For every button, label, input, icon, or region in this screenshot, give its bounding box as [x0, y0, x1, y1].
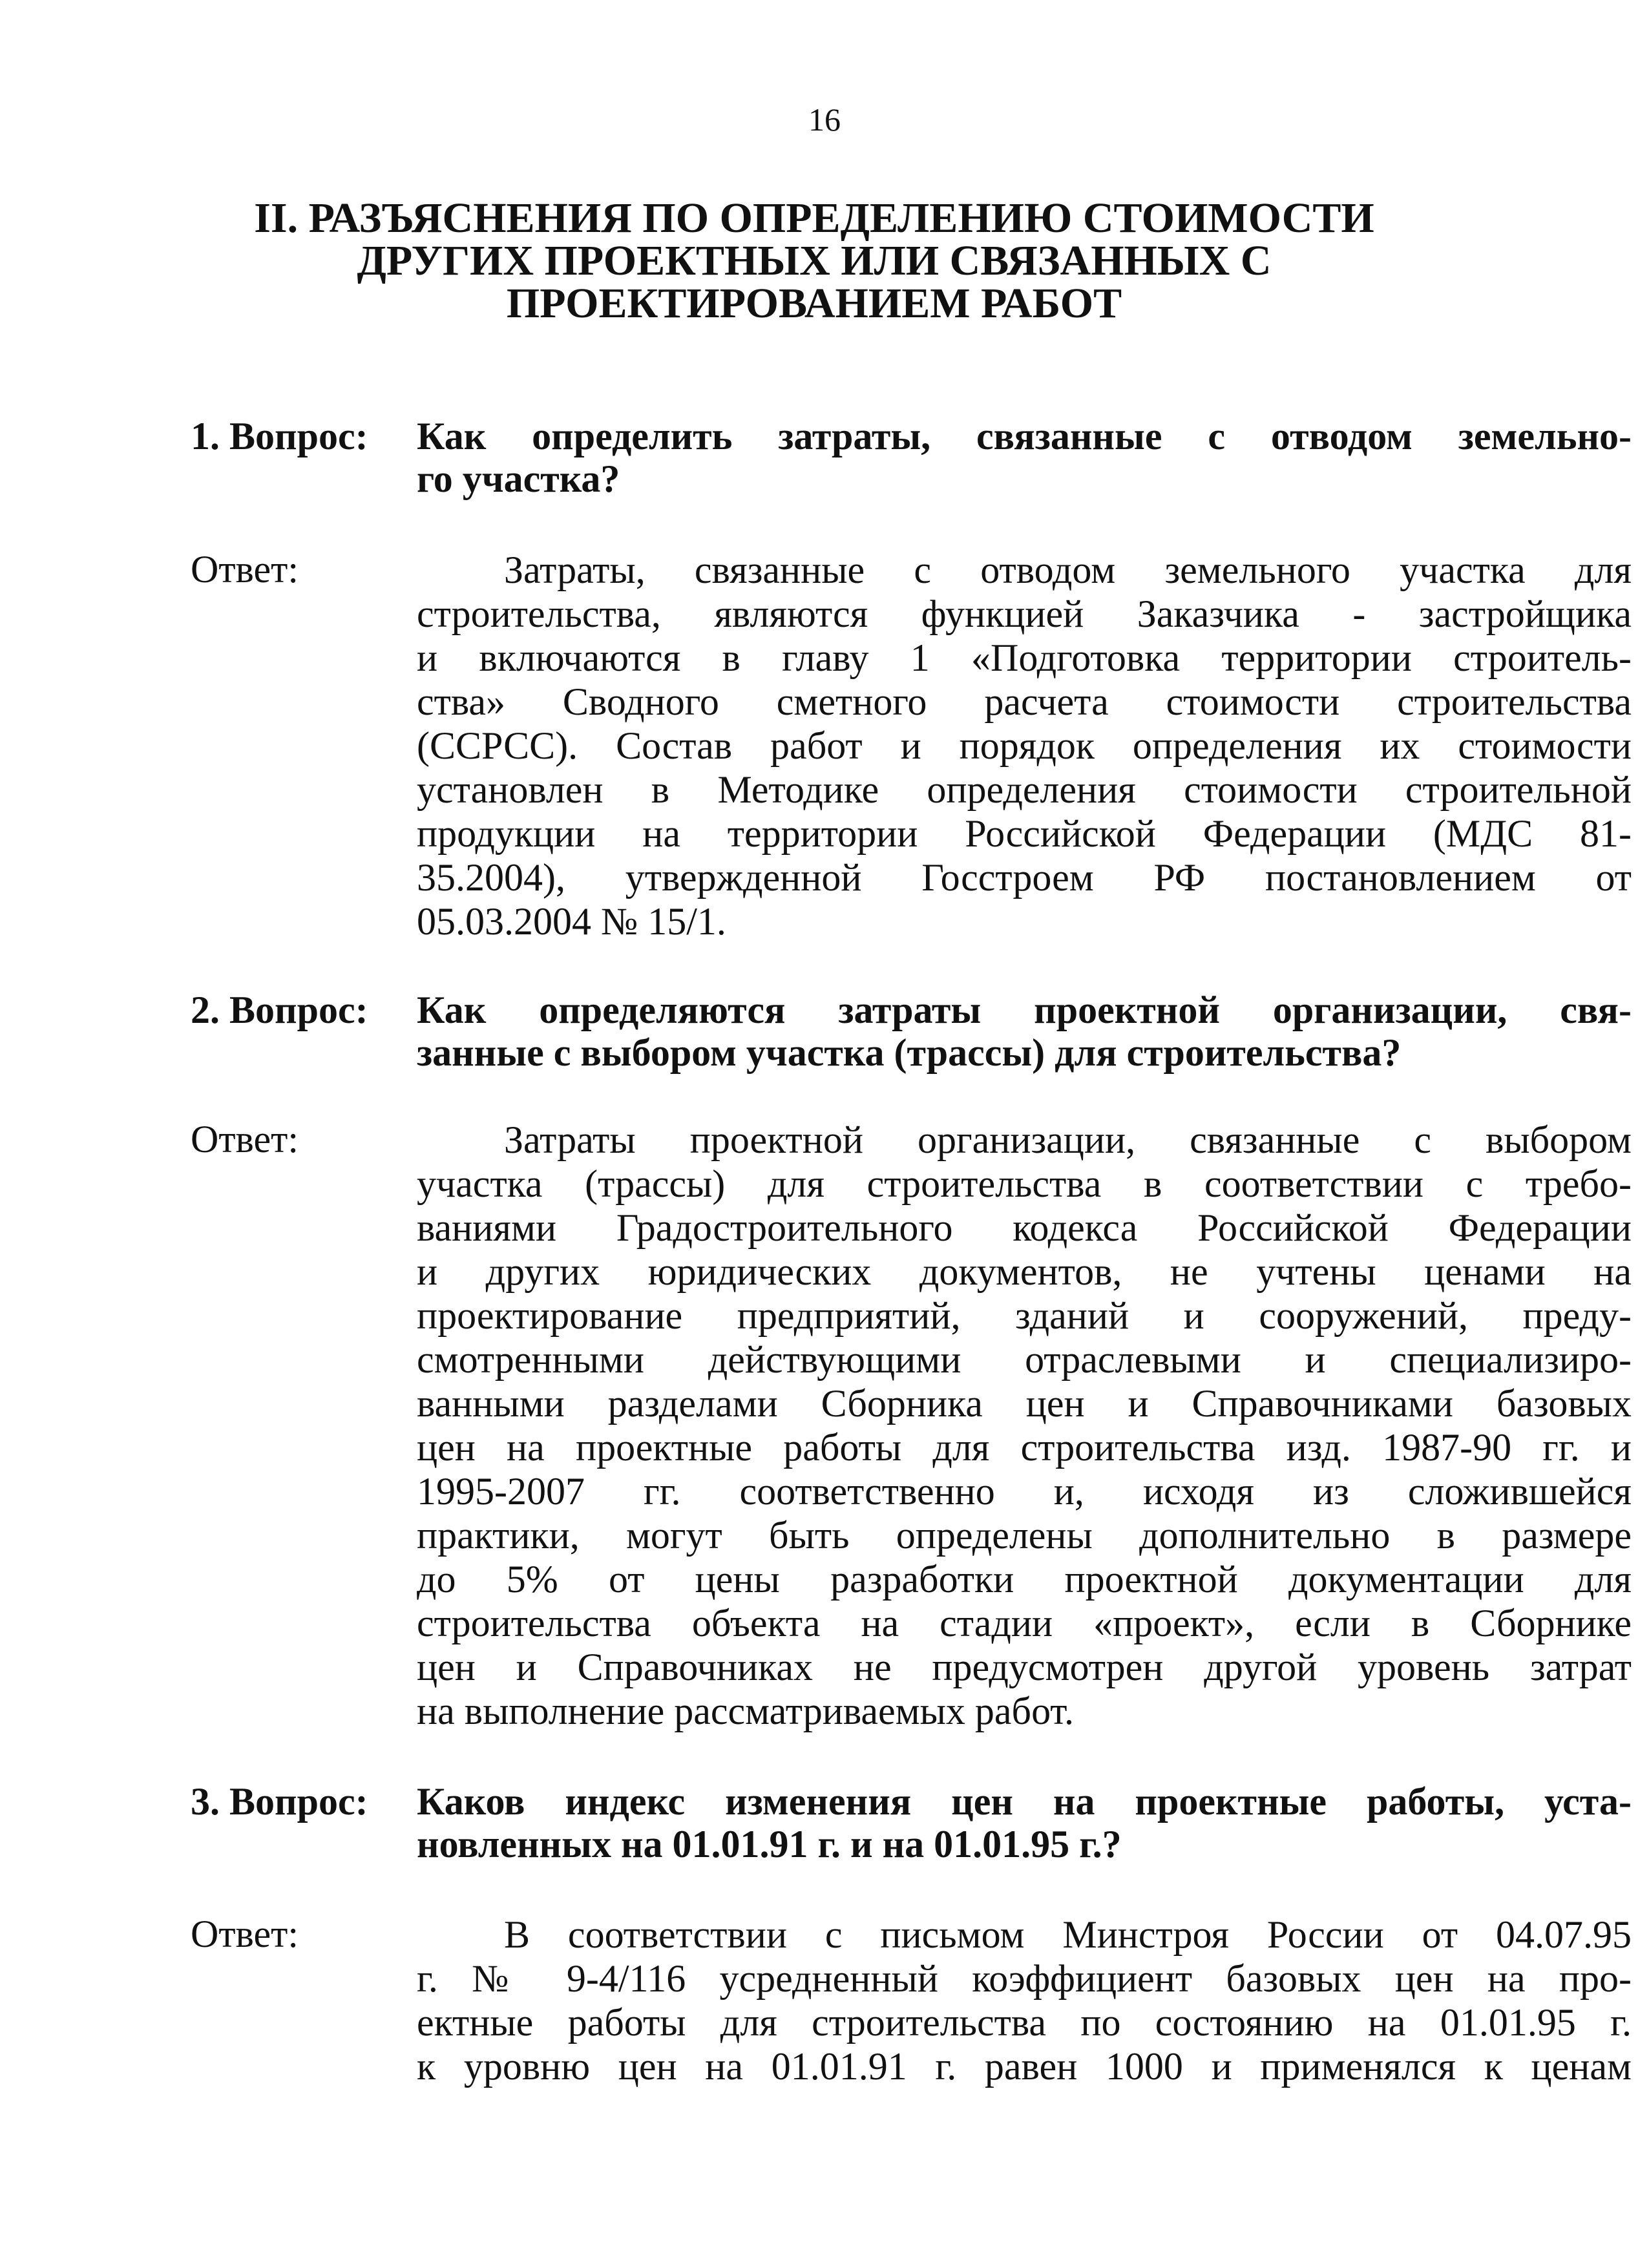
- answer-text: [417, 1913, 1632, 2088]
- answer-line: (ССРСС). Состав работ и порядок определения их стоимости: [417, 724, 1632, 767]
- question-line: Каков индекс изменения цен на проектные работы, уста-: [417, 1780, 1632, 1823]
- answer-line: г. № 9-4/116 усредненный коэффициент базовых цен на про-: [417, 1957, 1632, 2000]
- answer-text: [417, 1118, 1632, 1733]
- answer-line: строительства объекта на стадии «проект», если в Сборнике: [417, 1602, 1632, 1644]
- answer-line: проектирование предприятий, зданий и сооружений, преду-: [417, 1294, 1632, 1337]
- answer-line: к уровню цен на 01.01.91 г. равен 1000 и применялся к ценам: [417, 2045, 1632, 2088]
- answer-label: Ответ:: [191, 1913, 299, 1955]
- section-title-line: ПРОЕКТИРОВАНИЕМ РАБОТ: [506, 280, 1122, 327]
- answer-text: [417, 548, 1632, 943]
- section-title-line: II. РАЗЪЯСНЕНИЯ ПО ОПРЕДЕЛЕНИЮ СТОИМОСТИ: [254, 194, 1374, 242]
- answer-line: на выполнение рассматриваемых работ.: [417, 1690, 1074, 1732]
- answer-line: цен на проектные работы для строительства изд. 1987-90 гг. и: [417, 1426, 1632, 1469]
- answer-line: ства» Сводного сметного расчета стоимости строительства: [417, 680, 1632, 723]
- question-text: [417, 1780, 1632, 1865]
- question-line: новленных на 01.01.91 г. и на 01.01.95 г.?: [417, 1823, 1122, 1865]
- answer-line: до 5% от цены разработки проектной документации для: [417, 1558, 1632, 1601]
- question-line: го участка?: [417, 457, 620, 500]
- question-label: 3. Вопрос:: [191, 1780, 368, 1823]
- question-line: занные с выбором участка (трассы) для строительства?: [417, 1031, 1402, 1074]
- answer-line: и включаются в главу 1 «Подготовка территории строитель-: [417, 636, 1632, 679]
- question-label: 1. Вопрос:: [191, 415, 368, 457]
- question-line: Как определяются затраты проектной организации, свя-: [417, 989, 1632, 1031]
- answer-label: Ответ:: [191, 1118, 299, 1160]
- answer-line: 35.2004), утвержденной Госстроем РФ постановлением от: [417, 856, 1632, 899]
- question-text: [417, 415, 1632, 500]
- answer-line: ектные работы для строительства по состоянию на 01.01.95 г.: [417, 2001, 1632, 2044]
- answer-line: участка (трассы) для строительства в соответствии с требо-: [417, 1162, 1632, 1205]
- question-label: 2. Вопрос:: [191, 989, 368, 1031]
- answer-line: ваниями Градостроительного кодекса Российской Федерации: [417, 1206, 1632, 1249]
- answer-line: смотренными действующими отраслевыми и специализиро-: [417, 1338, 1632, 1381]
- answer-line: Затраты, связанные с отводом земельного участка для: [504, 549, 1632, 591]
- answer-line: строительства, являются функцией Заказчика - застройщика: [417, 593, 1632, 635]
- answer-label: Ответ:: [191, 548, 299, 591]
- answer-line: продукции на территории Российской Федерации (МДС 81-: [417, 812, 1632, 855]
- page-number: 16: [808, 101, 841, 138]
- answer-line: 1995-2007 гг. соответственно и, исходя из сложившейся: [417, 1470, 1632, 1513]
- answer-line: Затраты проектной организации, связанные с выбором: [504, 1118, 1632, 1161]
- question-line: Как определить затраты, связанные с отводом земельно-: [417, 415, 1632, 457]
- question-text: [417, 989, 1632, 1074]
- answer-line: и других юридических документов, не учтены ценами на: [417, 1250, 1632, 1293]
- answer-line: установлен в Методике определения стоимости строительной: [417, 768, 1632, 811]
- section-title-line: ДРУГИХ ПРОЕКТНЫХ ИЛИ СВЯЗАННЫХ С: [357, 237, 1272, 284]
- answer-line: В соответствии с письмом Минстроя России от 04.07.95: [504, 1913, 1632, 1956]
- section-title: [233, 194, 1396, 327]
- answer-line: 05.03.2004 № 15/1.: [417, 900, 726, 943]
- answer-line: практики, могут быть определены дополнительно в размере: [417, 1514, 1632, 1557]
- answer-line: ванными разделами Сборника цен и Справочниками базовых: [417, 1382, 1632, 1425]
- answer-line: цен и Справочниках не предусмотрен другой уровень затрат: [417, 1646, 1632, 1688]
